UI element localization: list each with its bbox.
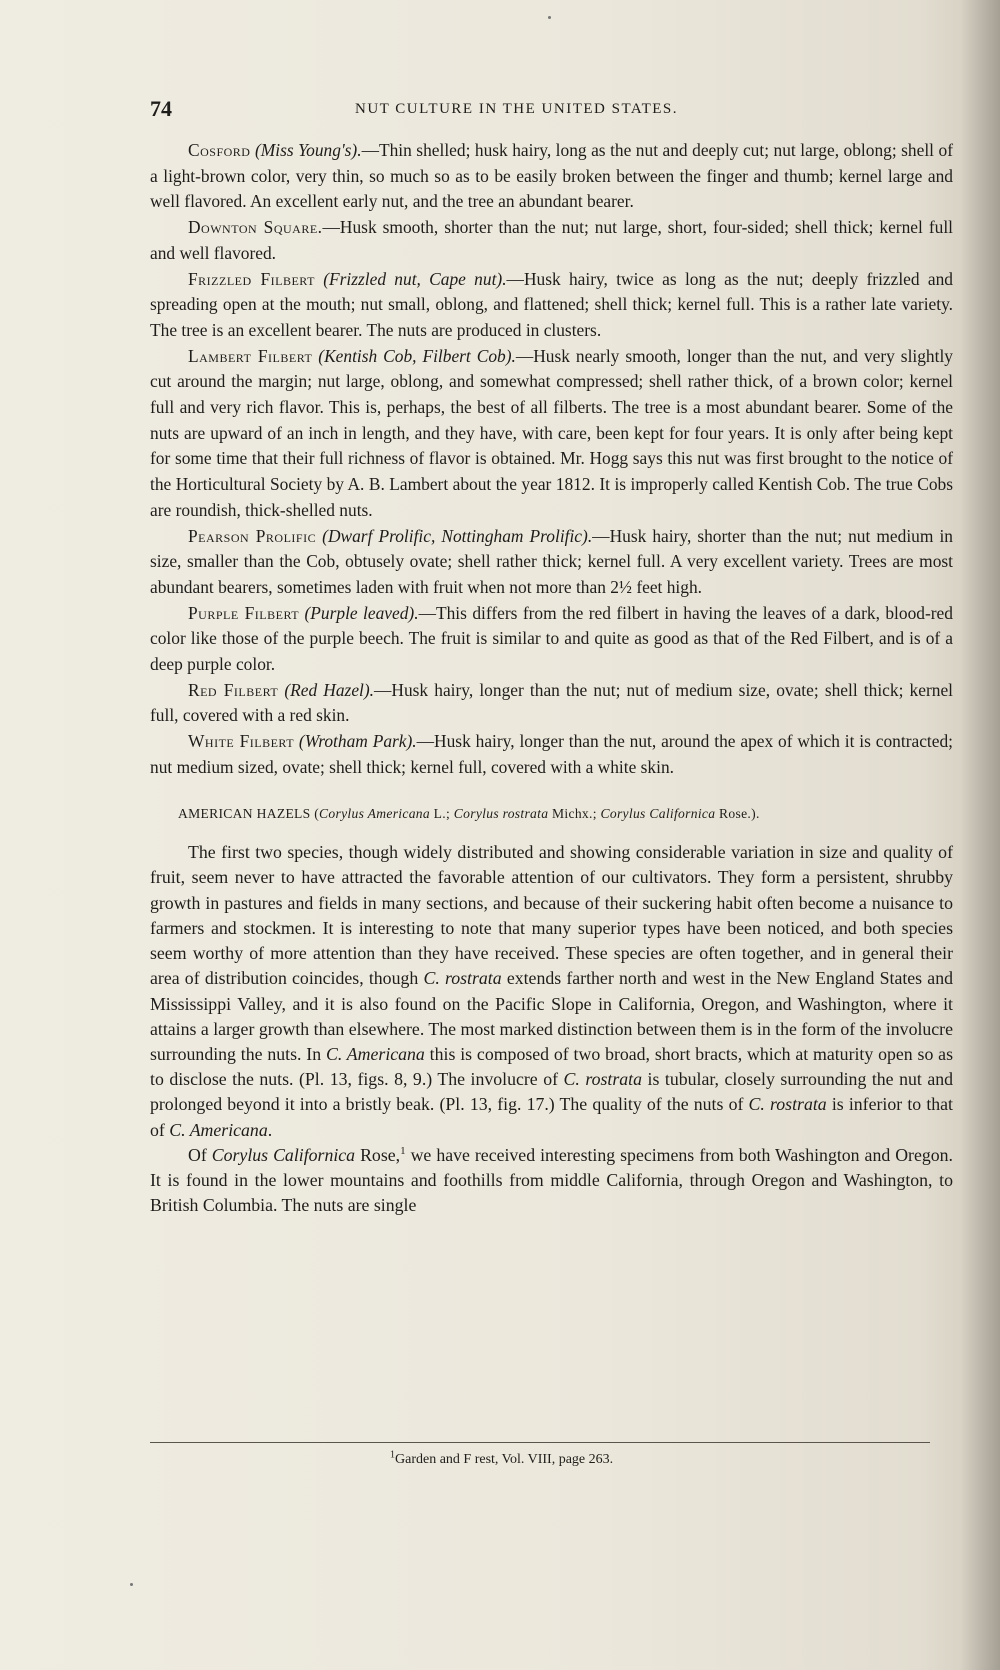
text-run: is inferior to that of [150, 1094, 953, 1140]
paragraph-american-hazels [150, 840, 953, 1142]
species-name: Corylus Californica [600, 805, 716, 821]
paragraph-corylus-californica [150, 1143, 953, 1219]
footnote [390, 1449, 614, 1468]
footnote-text: Garden and F rest, Vol. VIII, page 263. [395, 1452, 614, 1467]
species-name: C. Americana [169, 1119, 268, 1140]
entry-cosford [150, 138, 953, 215]
text-run: this is composed of two broad, short bracts, which at maturity open so as to disclose the nuts. (Pl. 13, figs. 8, 9.) The involucre of [150, 1043, 953, 1090]
species-name: Corylus Americana [319, 805, 430, 821]
entry-text: —Husk nearly smooth, longer than the nut, and very slightly cut around the margin; nut large, oblong, and somewhat compressed; shell rather thick, of a brown color; kernel full and very rich flavor. This is, perhaps, the best of all filberts. The tree is a most abundant bearer. Some of the nuts are upward of an inch in length, and they have, with care, been kept for four years. It is only after being kept for some time that their full richness of flavor is obtained. Mr. Hogg says this nut was first brought to the notice of the Horticultural Society by A. B. Lambert about the year 1812. It is improperly called Kentish Cob. The true Cobs are roundish, thick-shelled nuts. [150, 345, 953, 520]
entry-red-filbert [150, 678, 953, 729]
running-head: NUT CULTURE IN THE UNITED STATES. [355, 101, 679, 117]
entry-name: Cosford [188, 140, 251, 160]
entry-name: Red Filbert [188, 679, 279, 700]
entry-name: Downton Square. [188, 217, 323, 238]
entry-name: White Filbert [188, 731, 295, 752]
entry-lambert-filbert [150, 344, 953, 524]
page-number: 74 [150, 96, 172, 121]
text-run: we have received interesting specimens from both Washington and Oregon. It is found in the lower mountains and foothills from middle California, through Oregon and Washington, to British Columbia. The nuts are single [150, 1144, 953, 1216]
species-authority: Michx.; [548, 805, 601, 821]
entry-frizzled-filbert [150, 267, 953, 344]
page-edge-shadow [960, 0, 1000, 1670]
entry-white-filbert [150, 729, 953, 780]
footnote-mark: 1 [390, 1449, 395, 1461]
species-authority: Rose.). [715, 805, 760, 821]
entry-text: —Husk hairy, longer than the nut, around the apex of which it is contracted; nut medium sized, ovate; shell thick; kernel full, covered with a white skin. [150, 731, 953, 777]
section-heading-title: AMERICAN HAZELS ( [178, 805, 320, 821]
entry-synonyms: (Dwarf Prolific, Nottingham Prolific). [322, 525, 593, 546]
page-body [150, 138, 953, 1218]
species-name: C. rostrata [563, 1069, 643, 1090]
paper-speck [548, 16, 551, 19]
entry-synonyms: (Red Hazel). [284, 679, 375, 700]
species-authority: L.; [429, 805, 454, 821]
entry-text: —Husk hairy, shorter than the nut; nut medium in size, smaller than the Cob, obtusely ovate; shell rather thick; kernel full. A very excellent variety. Trees are most abundant bearers, sometimes laden with fruit when not more than 2½ feet high. [150, 525, 953, 597]
entry-pearson-prolific [150, 524, 953, 601]
text-run: extends farther north and west in the New England States and Mississippi Valley, and it is also found on the Pacific Slope in California, Oregon, and Washington, where it attains a larger growth than elsewhere. The most marked distinction between them is in the form of the involucre surrounding the nuts. In [150, 968, 953, 1064]
entry-downton-square [150, 215, 953, 266]
entry-name: Lambert Filbert [188, 345, 313, 366]
american-hazels-text [150, 840, 953, 1218]
entry-text: —Husk hairy, twice as long as the nut; deeply frizzled and spreading open at the mouth; nut small, oblong, and flattened; shell thick; kernel full. This is a rather late variety. The tree is an excellent bearer. The nuts are produced in clusters. [150, 268, 953, 340]
species-name: Corylus rostrata [453, 805, 549, 821]
section-heading-american-hazels [150, 801, 953, 827]
entry-text: —Husk hairy, longer than the nut; nut of medium size, ovate; shell thick; kernel full, covered with a red skin. [150, 679, 954, 726]
text-run: The first two species, though widely distributed and showing considerable variation in size and quality of fruit, seem never to have attracted the favorable attention of our cultivators. They form a persistent, shrubby growth in pastures and fields in many sections, and because of their suckering habit often become a nuisance to farmers and stockmen. It is interesting to note that many superior types have been noticed, and both species seem worthy of more attention than they have received. These species are often together, and in general their area of distribution coincides, though [150, 842, 953, 989]
entry-name: Purple Filbert [188, 602, 300, 623]
species-name: C. rostrata [748, 1094, 827, 1115]
text-run: Rose, [355, 1144, 401, 1165]
footnote-marker: 1 [400, 1144, 406, 1157]
species-name: C. rostrata [423, 968, 502, 989]
entry-synonyms: (Wrotham Park). [298, 731, 417, 752]
entry-synonyms: (Purple leaved). [304, 602, 419, 623]
entry-name: Pearson Prolific [188, 525, 317, 546]
entry-synonyms: (Kentish Cob, Filbert Cob). [318, 345, 516, 366]
entry-purple-filbert [150, 601, 953, 678]
text-run: is tubular, closely surrounding the nut and prolonged beyond it into a bristly beak. (Pl. 13, fig. 17.) The quality of the nuts of [150, 1069, 954, 1115]
page-header [150, 96, 950, 126]
footnote-rule [150, 1442, 930, 1443]
entry-name: Frizzled Filbert [188, 268, 315, 289]
text-run: Of [188, 1144, 212, 1165]
paper-speck [130, 1583, 133, 1586]
species-name: Corylus Californica [211, 1144, 356, 1165]
entry-text: —This differs from the red filbert in having the leaves of a dark, blood-red color like those of the purple beech. The fruit is similar to and quite as good as that of the Red Filbert, and is of a deep purple color. [150, 602, 953, 675]
text-run: . [267, 1119, 273, 1140]
entry-synonyms: (Frizzled nut, Cape nut). [323, 268, 507, 289]
species-name: C. Americana [325, 1043, 425, 1064]
entry-text: —Thin shelled; husk hairy, long as the nut and deeply cut; nut large, oblong; shell of a light-brown color, very thin, so much so as to be easily broken between the finger and thumb; kernel large and well flavored. An excellent early nut, and the tree an abundant bearer. [150, 140, 953, 212]
entry-text: —Husk smooth, shorter than the nut; nut large, short, four-sided; shell thick; kernel full and well flavored. [150, 217, 953, 263]
entry-synonyms: (Miss Young's). [254, 140, 362, 160]
